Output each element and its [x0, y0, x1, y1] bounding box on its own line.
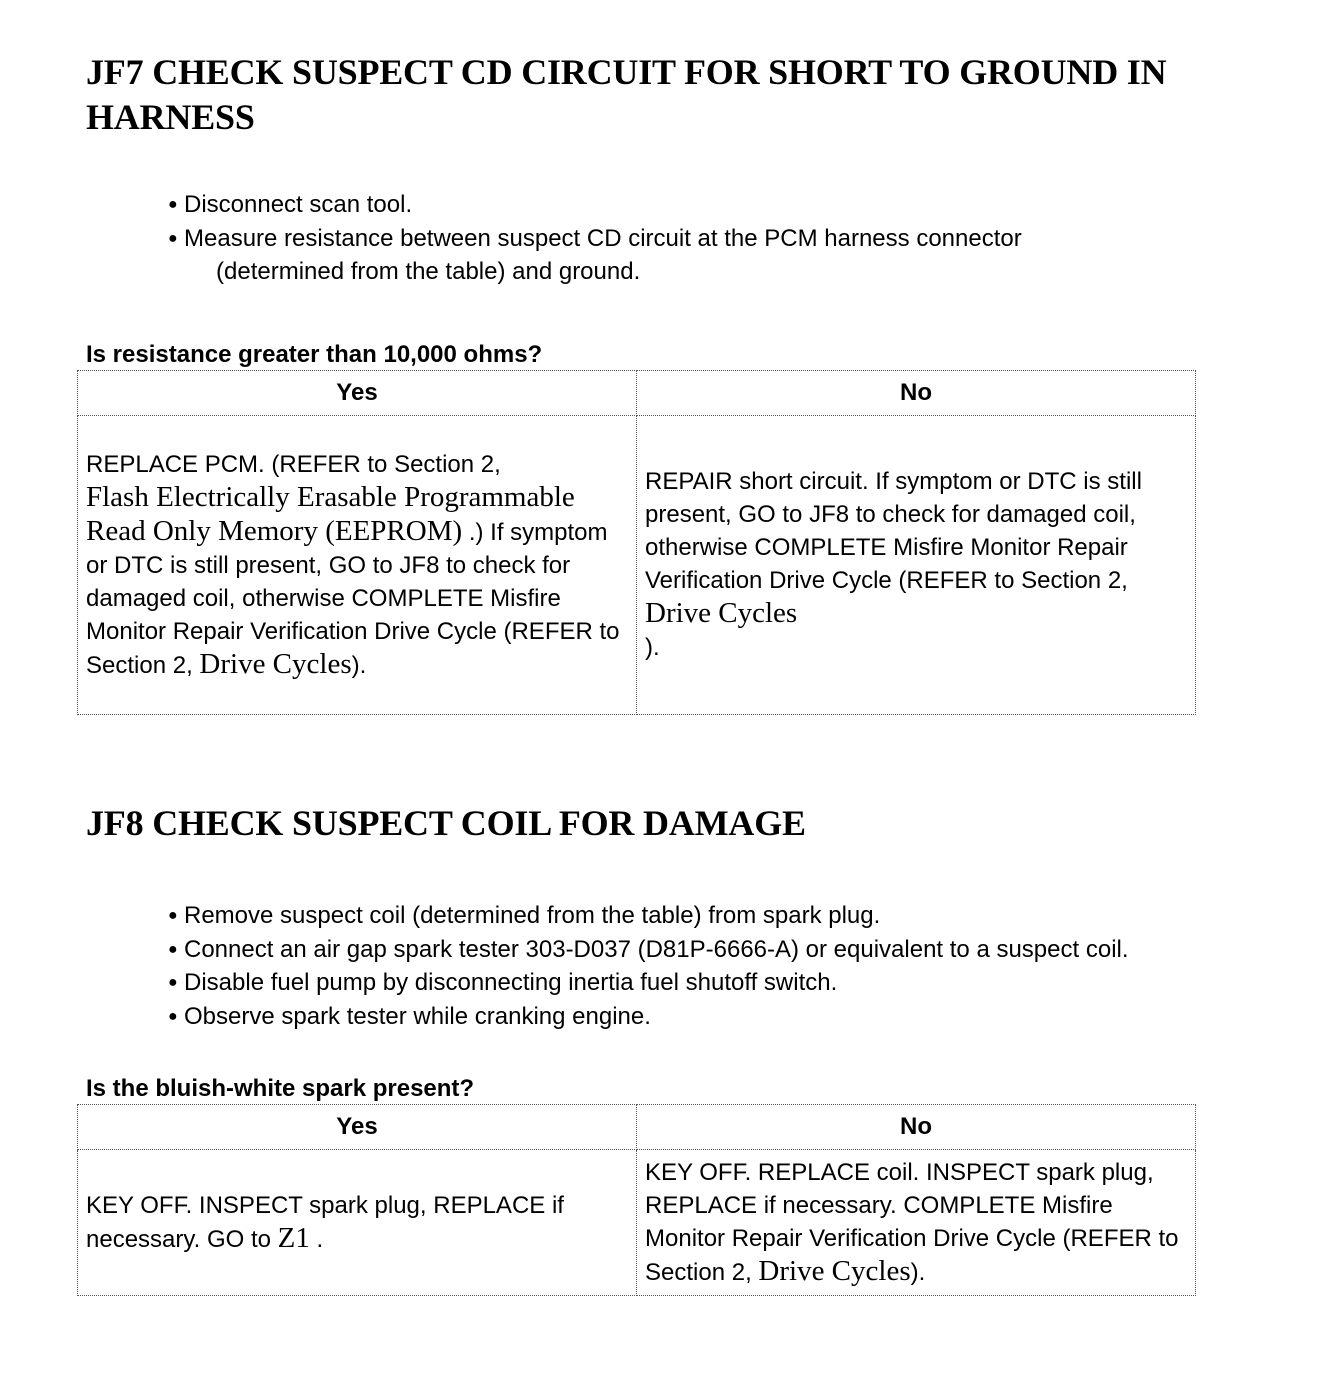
table-row [78, 415, 1196, 714]
jf8-section [86, 801, 1326, 1296]
bullet-icon: ● [168, 974, 178, 991]
jf7-question: Is resistance greater than 10,000 ohms? [86, 340, 543, 368]
no-cell: REPAIR short circuit. If symptom or DTC is still present, GO to JF8 to check for damaged coil, otherwise COMPLETE Misfire Monitor Repair Verification Drive Cycle (REFER to Section 2, Drive Cycles ). [637, 415, 1196, 714]
link-z1[interactable]: Z1 [277, 1222, 310, 1254]
jf8-step-2: ● Connect an air gap spark tester 303-D037 (D81P-6666-A) or equivalent to a suspect coil. [168, 933, 1326, 967]
jf8-heading: JF8 CHECK SUSPECT COIL FOR DAMAGE [86, 803, 806, 843]
jf7-section [86, 50, 1326, 715]
yes-header: Yes [78, 1105, 637, 1150]
yes-header: Yes [78, 370, 637, 415]
jf7-heading: JF7 CHECK SUSPECT CD CIRCUIT FOR SHORT TO GROUND IN HARNESS [86, 52, 1167, 137]
bullet-icon: ● [168, 196, 178, 213]
jf8-steps-list [86, 899, 1326, 1033]
bullet-icon: ● [168, 940, 178, 958]
jf8-step-3: ● Disable fuel pump by disconnecting inertia fuel shutoff switch. [168, 966, 1326, 1000]
no-cell: KEY OFF. REPLACE coil. INSPECT spark plug, REPLACE if necessary. COMPLETE Misfire Monitor Repair Verification Drive Cycle (REFER to Section 2, Drive Cycles). [637, 1150, 1196, 1296]
no-header: No [637, 370, 1196, 415]
jf8-question: Is the bluish-white spark present? [86, 1075, 475, 1102]
bullet-icon: ● [168, 229, 178, 247]
jf7-step-2-continuation: (determined from the table) and ground. [216, 258, 641, 285]
yes-cell: REPLACE PCM. (REFER to Section 2, Flash Electrically Erasable Programmable Read Only Memory (EEPROM) .) If symptom or DTC is still present, GO to JF8 to check for damaged coil, otherwise COMPLETE Misfire Monitor Repair Verification Drive Cycle (REFER to Section 2, Drive Cycles). [78, 415, 637, 714]
link-flash-eeprom[interactable]: Flash Electrically Erasable Programmable Read Only Memory (EEPROM) [86, 480, 575, 547]
no-header: No [637, 1105, 1196, 1150]
yes-cell: KEY OFF. INSPECT spark plug, REPLACE if necessary. GO to Z1 . [78, 1150, 637, 1296]
link-drive-cycles[interactable]: Drive Cycles [645, 597, 798, 629]
jf8-answer-table [77, 1104, 1196, 1296]
link-drive-cycles[interactable]: Drive Cycles [758, 1255, 911, 1287]
jf7-steps-list [86, 188, 1326, 289]
jf7-step-2: ● Measure resistance between suspect CD circuit at the PCM harness connector (determined from the table) and ground. [168, 222, 1326, 289]
jf7-answer-table [77, 370, 1196, 715]
jf8-step-1: ● Remove suspect coil (determined from the table) from spark plug. [168, 899, 1326, 933]
link-drive-cycles[interactable]: Drive Cycles [199, 647, 352, 680]
table-header-row [78, 370, 1196, 415]
table-row [78, 1150, 1196, 1296]
bullet-icon: ● [168, 1007, 178, 1025]
bullet-icon: ● [168, 907, 178, 924]
jf7-step-1: ● Disconnect scan tool. [168, 188, 1326, 222]
jf8-step-4: ● Observe spark tester while cranking engine. [168, 1000, 1326, 1034]
table-header-row [78, 1105, 1196, 1150]
